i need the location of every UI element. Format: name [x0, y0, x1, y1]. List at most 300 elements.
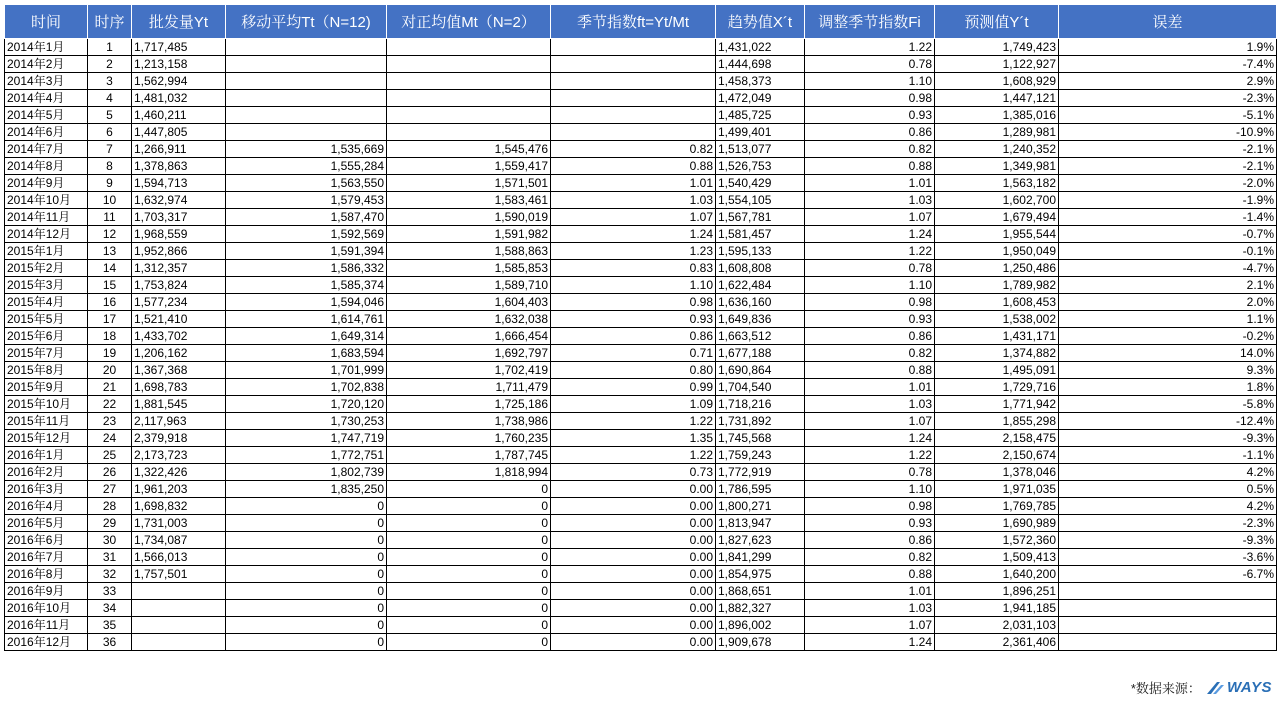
cell-moving-average: 1,579,453: [226, 192, 387, 209]
cell-seasonal-index: 1.35: [551, 430, 716, 447]
cell-trend-value: 1,567,781: [716, 209, 805, 226]
cell-error: -12.4%: [1059, 413, 1277, 430]
cell-trend-value: 1,854,975: [716, 566, 805, 583]
cell-trend-value: 1,800,271: [716, 498, 805, 515]
cell-centered-mean: [387, 56, 551, 73]
cell-adjusted-seasonal-index: 1.24: [805, 634, 935, 651]
cell-adjusted-seasonal-index: 1.01: [805, 583, 935, 600]
cell-time: 2014年9月: [5, 175, 88, 192]
cell-wholesale-volume: 1,481,032: [132, 90, 226, 107]
cell-trend-value: 1,581,457: [716, 226, 805, 243]
cell-error: -4.7%: [1059, 260, 1277, 277]
cell-time: 2014年6月: [5, 124, 88, 141]
cell-adjusted-seasonal-index: 0.93: [805, 311, 935, 328]
cell-trend-value: 1,690,864: [716, 362, 805, 379]
cell-wholesale-volume: 1,447,805: [132, 124, 226, 141]
cell-centered-mean: 1,590,019: [387, 209, 551, 226]
cell-trend-value: 1,595,133: [716, 243, 805, 260]
cell-moving-average: 1,649,314: [226, 328, 387, 345]
cell-moving-average: 1,701,999: [226, 362, 387, 379]
cell-sequence: 18: [88, 328, 132, 345]
cell-trend-value: 1,444,698: [716, 56, 805, 73]
table-row: [5, 345, 1277, 362]
cell-seasonal-index: 0.88: [551, 158, 716, 175]
cell-centered-mean: 1,545,476: [387, 141, 551, 158]
cell-time: 2016年4月: [5, 498, 88, 515]
cell-error: -0.7%: [1059, 226, 1277, 243]
cell-error: 2.1%: [1059, 277, 1277, 294]
cell-centered-mean: 1,702,419: [387, 362, 551, 379]
cell-error: -3.6%: [1059, 549, 1277, 566]
cell-adjusted-seasonal-index: 1.22: [805, 39, 935, 56]
cell-adjusted-seasonal-index: 1.24: [805, 226, 935, 243]
table-row: [5, 56, 1277, 73]
cell-sequence: 20: [88, 362, 132, 379]
cell-time: 2016年12月: [5, 634, 88, 651]
cell-wholesale-volume: 1,378,863: [132, 158, 226, 175]
cell-error: [1059, 617, 1277, 634]
cell-error: -0.1%: [1059, 243, 1277, 260]
cell-moving-average: [226, 90, 387, 107]
cell-adjusted-seasonal-index: 0.93: [805, 515, 935, 532]
cell-centered-mean: 1,818,994: [387, 464, 551, 481]
cell-error: -0.2%: [1059, 328, 1277, 345]
ways-swoosh-icon: [1205, 680, 1225, 696]
cell-seasonal-index: 1.23: [551, 243, 716, 260]
cell-adjusted-seasonal-index: 0.82: [805, 141, 935, 158]
cell-forecast-value: 1,950,049: [935, 243, 1059, 260]
cell-seasonal-index: 1.07: [551, 209, 716, 226]
cell-forecast-value: 1,955,544: [935, 226, 1059, 243]
cell-wholesale-volume: 2,379,918: [132, 430, 226, 447]
cell-seasonal-index: 1.09: [551, 396, 716, 413]
cell-time: 2014年11月: [5, 209, 88, 226]
cell-seasonal-index: 1.03: [551, 192, 716, 209]
cell-centered-mean: 1,666,454: [387, 328, 551, 345]
cell-error: 2.9%: [1059, 73, 1277, 90]
col-header-adjusted-seasonal-index: 调整季节指数Fi: [805, 5, 935, 39]
cell-error: -7.4%: [1059, 56, 1277, 73]
cell-forecast-value: 1,509,413: [935, 549, 1059, 566]
cell-forecast-value: 1,789,982: [935, 277, 1059, 294]
cell-moving-average: 1,772,751: [226, 447, 387, 464]
cell-time: 2016年10月: [5, 600, 88, 617]
cell-error: -10.9%: [1059, 124, 1277, 141]
cell-adjusted-seasonal-index: 0.93: [805, 107, 935, 124]
cell-wholesale-volume: [132, 583, 226, 600]
cell-time: 2015年4月: [5, 294, 88, 311]
cell-adjusted-seasonal-index: 1.22: [805, 243, 935, 260]
cell-time: 2015年2月: [5, 260, 88, 277]
cell-centered-mean: 0: [387, 532, 551, 549]
cell-error: -5.8%: [1059, 396, 1277, 413]
cell-trend-value: 1,526,753: [716, 158, 805, 175]
cell-wholesale-volume: 1,521,410: [132, 311, 226, 328]
cell-error: -2.3%: [1059, 515, 1277, 532]
cell-centered-mean: 1,738,986: [387, 413, 551, 430]
cell-centered-mean: 0: [387, 583, 551, 600]
cell-adjusted-seasonal-index: 0.98: [805, 90, 935, 107]
cell-time: 2016年8月: [5, 566, 88, 583]
cell-forecast-value: 1,378,046: [935, 464, 1059, 481]
cell-error: 14.0%: [1059, 345, 1277, 362]
cell-centered-mean: 1,559,417: [387, 158, 551, 175]
cell-centered-mean: 0: [387, 515, 551, 532]
cell-seasonal-index: 1.22: [551, 413, 716, 430]
cell-moving-average: [226, 73, 387, 90]
cell-adjusted-seasonal-index: 1.03: [805, 192, 935, 209]
cell-time: 2015年9月: [5, 379, 88, 396]
cell-time: 2016年2月: [5, 464, 88, 481]
cell-forecast-value: 2,031,103: [935, 617, 1059, 634]
cell-time: 2016年9月: [5, 583, 88, 600]
cell-wholesale-volume: 1,632,974: [132, 192, 226, 209]
cell-adjusted-seasonal-index: 1.03: [805, 600, 935, 617]
cell-forecast-value: 2,361,406: [935, 634, 1059, 651]
cell-trend-value: 1,608,808: [716, 260, 805, 277]
cell-time: 2014年12月: [5, 226, 88, 243]
cell-seasonal-index: 1.10: [551, 277, 716, 294]
cell-sequence: 17: [88, 311, 132, 328]
cell-moving-average: 1,592,569: [226, 226, 387, 243]
cell-seasonal-index: [551, 107, 716, 124]
ways-logo: [1205, 679, 1272, 696]
cell-trend-value: 1,731,892: [716, 413, 805, 430]
cell-time: 2014年8月: [5, 158, 88, 175]
cell-wholesale-volume: 1,433,702: [132, 328, 226, 345]
cell-seasonal-index: 0.00: [551, 600, 716, 617]
table-body: [5, 39, 1277, 651]
cell-time: 2014年4月: [5, 90, 88, 107]
cell-centered-mean: [387, 107, 551, 124]
cell-moving-average: 1,683,594: [226, 345, 387, 362]
cell-adjusted-seasonal-index: 1.22: [805, 447, 935, 464]
cell-time: 2015年8月: [5, 362, 88, 379]
cell-adjusted-seasonal-index: 0.98: [805, 498, 935, 515]
cell-error: -9.3%: [1059, 430, 1277, 447]
cell-centered-mean: 1,583,461: [387, 192, 551, 209]
cell-error: 1.8%: [1059, 379, 1277, 396]
cell-trend-value: 1,472,049: [716, 90, 805, 107]
table-row: [5, 175, 1277, 192]
cell-error: -1.1%: [1059, 447, 1277, 464]
cell-forecast-value: 1,941,185: [935, 600, 1059, 617]
table-row: [5, 328, 1277, 345]
cell-trend-value: 1,896,002: [716, 617, 805, 634]
table-row: [5, 464, 1277, 481]
cell-sequence: 5: [88, 107, 132, 124]
cell-forecast-value: 1,769,785: [935, 498, 1059, 515]
cell-centered-mean: 1,591,982: [387, 226, 551, 243]
cell-seasonal-index: 0.98: [551, 294, 716, 311]
cell-forecast-value: 1,385,016: [935, 107, 1059, 124]
table-row: [5, 498, 1277, 515]
cell-moving-average: 1,802,739: [226, 464, 387, 481]
cell-forecast-value: 1,289,981: [935, 124, 1059, 141]
cell-wholesale-volume: 1,753,824: [132, 277, 226, 294]
table-row: [5, 124, 1277, 141]
cell-seasonal-index: 1.01: [551, 175, 716, 192]
cell-seasonal-index: 0.00: [551, 515, 716, 532]
cell-wholesale-volume: [132, 617, 226, 634]
cell-sequence: 1: [88, 39, 132, 56]
cell-forecast-value: 1,729,716: [935, 379, 1059, 396]
cell-trend-value: 1,499,401: [716, 124, 805, 141]
table-row: [5, 192, 1277, 209]
cell-trend-value: 1,485,725: [716, 107, 805, 124]
cell-trend-value: 1,513,077: [716, 141, 805, 158]
cell-error: 1.9%: [1059, 39, 1277, 56]
col-header-time: 时间: [5, 5, 88, 39]
cell-centered-mean: 0: [387, 498, 551, 515]
cell-centered-mean: 0: [387, 549, 551, 566]
header-row: [5, 5, 1277, 39]
table-row: [5, 447, 1277, 464]
table-row: [5, 566, 1277, 583]
cell-trend-value: 1,759,243: [716, 447, 805, 464]
table-row: [5, 73, 1277, 90]
cell-moving-average: 1,586,332: [226, 260, 387, 277]
cell-seasonal-index: 1.22: [551, 447, 716, 464]
cell-sequence: 22: [88, 396, 132, 413]
cell-wholesale-volume: 1,566,013: [132, 549, 226, 566]
col-header-trend-value: 趋势值X´t: [716, 5, 805, 39]
cell-adjusted-seasonal-index: 0.98: [805, 294, 935, 311]
cell-adjusted-seasonal-index: 1.03: [805, 396, 935, 413]
cell-seasonal-index: 0.71: [551, 345, 716, 362]
table-container: [4, 4, 1276, 651]
cell-seasonal-index: 0.00: [551, 532, 716, 549]
cell-sequence: 33: [88, 583, 132, 600]
cell-moving-average: 1,594,046: [226, 294, 387, 311]
cell-moving-average: 1,614,761: [226, 311, 387, 328]
cell-wholesale-volume: 1,961,203: [132, 481, 226, 498]
cell-forecast-value: 1,495,091: [935, 362, 1059, 379]
cell-centered-mean: [387, 90, 551, 107]
cell-seasonal-index: 0.00: [551, 549, 716, 566]
forecast-table: [4, 4, 1277, 651]
table-row: [5, 243, 1277, 260]
cell-seasonal-index: 0.83: [551, 260, 716, 277]
cell-wholesale-volume: 2,173,723: [132, 447, 226, 464]
cell-error: -6.7%: [1059, 566, 1277, 583]
cell-time: 2015年10月: [5, 396, 88, 413]
cell-error: -2.1%: [1059, 141, 1277, 158]
cell-centered-mean: 0: [387, 481, 551, 498]
cell-sequence: 11: [88, 209, 132, 226]
cell-time: 2016年6月: [5, 532, 88, 549]
cell-centered-mean: 1,589,710: [387, 277, 551, 294]
cell-error: -1.9%: [1059, 192, 1277, 209]
cell-moving-average: 0: [226, 515, 387, 532]
cell-error: [1059, 583, 1277, 600]
cell-wholesale-volume: [132, 634, 226, 651]
cell-forecast-value: 1,971,035: [935, 481, 1059, 498]
table-row: [5, 362, 1277, 379]
cell-adjusted-seasonal-index: 1.07: [805, 413, 935, 430]
cell-sequence: 24: [88, 430, 132, 447]
cell-trend-value: 1,813,947: [716, 515, 805, 532]
cell-trend-value: 1,540,429: [716, 175, 805, 192]
cell-adjusted-seasonal-index: 1.07: [805, 617, 935, 634]
cell-sequence: 7: [88, 141, 132, 158]
table-row: [5, 141, 1277, 158]
cell-trend-value: 1,841,299: [716, 549, 805, 566]
cell-seasonal-index: 0.00: [551, 481, 716, 498]
table-row: [5, 481, 1277, 498]
cell-adjusted-seasonal-index: 1.01: [805, 175, 935, 192]
cell-seasonal-index: [551, 73, 716, 90]
cell-time: 2016年11月: [5, 617, 88, 634]
cell-sequence: 14: [88, 260, 132, 277]
cell-error: [1059, 634, 1277, 651]
cell-wholesale-volume: 1,213,158: [132, 56, 226, 73]
cell-wholesale-volume: 1,322,426: [132, 464, 226, 481]
cell-moving-average: 1,747,719: [226, 430, 387, 447]
cell-sequence: 30: [88, 532, 132, 549]
cell-moving-average: 0: [226, 549, 387, 566]
table-row: [5, 379, 1277, 396]
cell-adjusted-seasonal-index: 0.78: [805, 260, 935, 277]
table-row: [5, 107, 1277, 124]
cell-trend-value: 1,677,188: [716, 345, 805, 362]
cell-moving-average: [226, 107, 387, 124]
cell-sequence: 9: [88, 175, 132, 192]
cell-wholesale-volume: 1,757,501: [132, 566, 226, 583]
cell-time: 2014年2月: [5, 56, 88, 73]
table-row: [5, 430, 1277, 447]
cell-forecast-value: 1,640,200: [935, 566, 1059, 583]
table-row: [5, 294, 1277, 311]
source-label: *数据来源：: [1130, 681, 1201, 696]
cell-wholesale-volume: 1,734,087: [132, 532, 226, 549]
table-row: [5, 311, 1277, 328]
cell-moving-average: [226, 124, 387, 141]
cell-adjusted-seasonal-index: 1.01: [805, 379, 935, 396]
cell-sequence: 12: [88, 226, 132, 243]
cell-adjusted-seasonal-index: 1.24: [805, 430, 935, 447]
cell-seasonal-index: 0.99: [551, 379, 716, 396]
cell-trend-value: 1,718,216: [716, 396, 805, 413]
cell-forecast-value: 1,690,989: [935, 515, 1059, 532]
cell-trend-value: 1,704,540: [716, 379, 805, 396]
cell-centered-mean: [387, 124, 551, 141]
cell-forecast-value: 1,572,360: [935, 532, 1059, 549]
cell-sequence: 10: [88, 192, 132, 209]
cell-error: 0.5%: [1059, 481, 1277, 498]
cell-moving-average: 0: [226, 583, 387, 600]
cell-forecast-value: 1,608,929: [935, 73, 1059, 90]
cell-seasonal-index: 1.24: [551, 226, 716, 243]
cell-wholesale-volume: 1,206,162: [132, 345, 226, 362]
cell-time: 2016年7月: [5, 549, 88, 566]
cell-sequence: 35: [88, 617, 132, 634]
col-header-error: 误差: [1059, 5, 1277, 39]
col-header-sequence: 时序: [88, 5, 132, 39]
table-row: [5, 158, 1277, 175]
cell-seasonal-index: 0.80: [551, 362, 716, 379]
cell-forecast-value: 2,158,475: [935, 430, 1059, 447]
cell-centered-mean: 1,604,403: [387, 294, 551, 311]
cell-sequence: 26: [88, 464, 132, 481]
cell-seasonal-index: 0.73: [551, 464, 716, 481]
cell-error: -2.0%: [1059, 175, 1277, 192]
cell-wholesale-volume: 1,731,003: [132, 515, 226, 532]
cell-centered-mean: 0: [387, 617, 551, 634]
cell-sequence: 3: [88, 73, 132, 90]
cell-forecast-value: 1,240,352: [935, 141, 1059, 158]
cell-sequence: 32: [88, 566, 132, 583]
cell-seasonal-index: 0.00: [551, 634, 716, 651]
cell-error: -2.1%: [1059, 158, 1277, 175]
cell-sequence: 28: [88, 498, 132, 515]
cell-seasonal-index: 0.93: [551, 311, 716, 328]
col-header-moving-average: 移动平均Tt（N=12): [226, 5, 387, 39]
cell-adjusted-seasonal-index: 1.10: [805, 277, 935, 294]
cell-sequence: 15: [88, 277, 132, 294]
cell-trend-value: 1,882,327: [716, 600, 805, 617]
cell-sequence: 13: [88, 243, 132, 260]
cell-wholesale-volume: 1,881,545: [132, 396, 226, 413]
cell-forecast-value: 1,608,453: [935, 294, 1059, 311]
cell-sequence: 27: [88, 481, 132, 498]
cell-forecast-value: 1,349,981: [935, 158, 1059, 175]
cell-sequence: 25: [88, 447, 132, 464]
cell-trend-value: 1,458,373: [716, 73, 805, 90]
cell-moving-average: 1,585,374: [226, 277, 387, 294]
cell-moving-average: 0: [226, 498, 387, 515]
cell-seasonal-index: [551, 56, 716, 73]
cell-forecast-value: 1,771,942: [935, 396, 1059, 413]
cell-wholesale-volume: 1,367,368: [132, 362, 226, 379]
table-row: [5, 90, 1277, 107]
cell-trend-value: 1,431,022: [716, 39, 805, 56]
cell-time: 2015年1月: [5, 243, 88, 260]
cell-seasonal-index: 0.00: [551, 566, 716, 583]
cell-adjusted-seasonal-index: 0.88: [805, 362, 935, 379]
cell-wholesale-volume: 1,698,783: [132, 379, 226, 396]
cell-time: 2016年3月: [5, 481, 88, 498]
cell-trend-value: 1,663,512: [716, 328, 805, 345]
cell-wholesale-volume: 1,952,866: [132, 243, 226, 260]
cell-seasonal-index: 0.00: [551, 498, 716, 515]
cell-moving-average: 1,535,669: [226, 141, 387, 158]
cell-moving-average: 0: [226, 617, 387, 634]
cell-wholesale-volume: [132, 600, 226, 617]
cell-sequence: 36: [88, 634, 132, 651]
table-row: [5, 209, 1277, 226]
table-row: [5, 515, 1277, 532]
cell-wholesale-volume: 1,266,911: [132, 141, 226, 158]
cell-forecast-value: 1,374,882: [935, 345, 1059, 362]
cell-sequence: 29: [88, 515, 132, 532]
cell-centered-mean: 1,725,186: [387, 396, 551, 413]
cell-adjusted-seasonal-index: 0.88: [805, 158, 935, 175]
cell-trend-value: 1,786,595: [716, 481, 805, 498]
table-row: [5, 277, 1277, 294]
cell-trend-value: 1,772,919: [716, 464, 805, 481]
cell-sequence: 23: [88, 413, 132, 430]
table-row: [5, 617, 1277, 634]
cell-time: 2014年3月: [5, 73, 88, 90]
cell-wholesale-volume: 1,312,357: [132, 260, 226, 277]
cell-seasonal-index: 0.82: [551, 141, 716, 158]
cell-wholesale-volume: 1,577,234: [132, 294, 226, 311]
col-header-forecast-value: 预测值Y´t: [935, 5, 1059, 39]
cell-trend-value: 1,636,160: [716, 294, 805, 311]
cell-trend-value: 1,827,623: [716, 532, 805, 549]
cell-sequence: 19: [88, 345, 132, 362]
